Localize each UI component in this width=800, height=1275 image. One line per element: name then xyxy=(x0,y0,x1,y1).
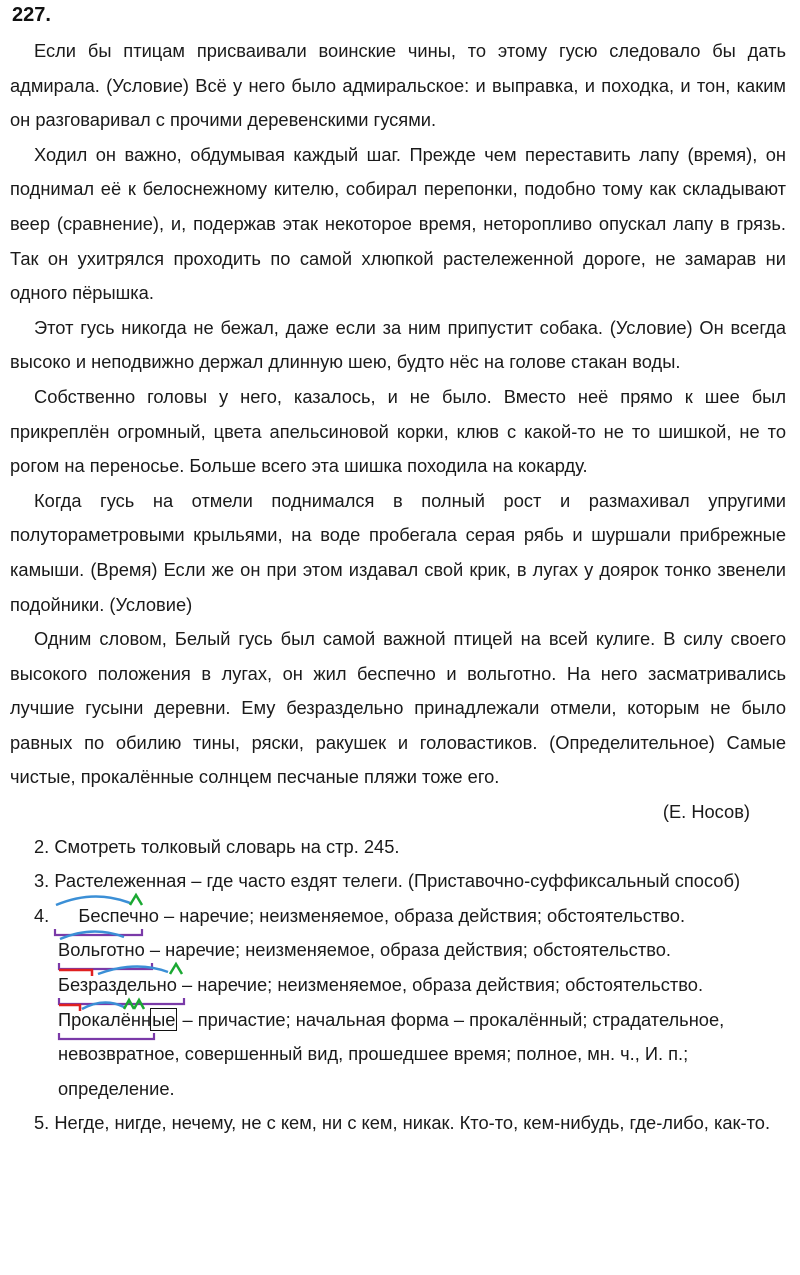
parse-description-3: – наречие; неизменяемое, образа действия; обстоятельство. xyxy=(176,974,704,996)
word-morphemes-1 xyxy=(54,899,159,934)
answer-4-number: 4. xyxy=(34,904,50,926)
parse-description-2: – наречие; неизменяемое, образа действия; обстоятельство. xyxy=(144,939,671,961)
answer-4-line-3 xyxy=(10,968,786,1003)
parsed-word-4-ending: ые xyxy=(152,1008,176,1030)
parsed-word-2: Вольготно xyxy=(58,939,145,961)
answer-3: 3. Растележенная – где часто ездят телеги. (Приставочно-суффиксальный способ) xyxy=(34,870,741,892)
paragraph-3: Этот гусь никогда не бежал, даже если за ним припустит собака. (Условие) Он всегда высоко и неподвижно держал длинную шею, будто нёс на голове стакан воды. xyxy=(10,316,786,373)
word-morphemes-4 xyxy=(58,1003,177,1038)
exercise-text xyxy=(10,34,786,1141)
word-morphemes-3 xyxy=(58,968,177,1003)
author-attribution: (Е. Носов) xyxy=(662,801,750,823)
paragraph-4: Собственно головы у него, казалось, и не было. Вместо неё прямо к шее был прикреплён огромный, цвета апельсиновой корки, клюв с какой-то не то шишкой, не то рогом на переносье. Больше всего эта шишка походила на кокарду. xyxy=(10,385,786,477)
answer-4-line-2 xyxy=(10,933,786,968)
answer-4-line-4 xyxy=(10,1003,786,1107)
paragraph-2: Ходил он важно, обдумывая каждый шаг. Прежде чем переставить лапу (время), он поднимал её к белоснежному кителю, собирал перепонки, подобно тому как складывают веер (сравнение), и, подержав этак некоторое время, неторопливо опускал лапу в грязь. Так он ухитрялся проходить по самой хлюпкой растележенной дороге, не замарав ни одного пёрышка. xyxy=(10,143,786,304)
parsed-word-1: Беспечно xyxy=(78,904,159,926)
root-arc xyxy=(98,966,168,974)
word-morphemes-2 xyxy=(58,933,145,968)
exercise-number: 227. xyxy=(12,4,51,26)
paragraph-6: Одним словом, Белый гусь был самой важной птицей на всей кулиге. В силу своего высокого положения в лугах, он жил беспечно и вольготно. На него засматривались лучшие гусыни деревни. Ему безраздельно принадлежали отмели, которым не было равных по обилию тины, ряски, ракушек и головастиков. (Определительное) Самые чистые, прокалённые солнцем песчаные пляжи тоже его. xyxy=(10,628,786,788)
parsed-word-3: Безраздельно xyxy=(58,974,177,996)
answer-5: 5. Негде, нигде, нечему, не с кем, ни с кем, никак. Кто-то, кем-нибудь, где-либо, как-то. xyxy=(34,1112,771,1134)
stem-bracket xyxy=(59,1033,154,1039)
answer-4-line-1 xyxy=(10,899,786,934)
answer-2: 2. Смотреть толковый словарь на стр. 245. xyxy=(34,835,400,857)
paragraph-1: Если бы птицам присваивали воинские чины, то этому гусю следовало бы дать адмирала. (Условие) Всё у него было адмиральское: и выправка, и походка, и тон, каким он разговаривал с прочими деревенскими гусями. xyxy=(10,40,786,131)
paragraph-5: Когда гусь на отмели поднимался в полный рост и размахивал упругими полутораметровыми крыльями, на воде пробегала серая рябь и шуршали прибрежные камыши. (Время) Если же он при этом издавал свой крик, в лугах у доярок тонко звенели подойники. (Условие) xyxy=(10,489,786,615)
parse-description-4: – причастие; начальная форма – прокалённый; страдательное, невозвратное, совершенный вид, прошедшее время; полное, мн. ч., И. п.; определение. xyxy=(58,1008,725,1099)
parsed-word-4-stem: Прокалённ xyxy=(58,1008,152,1030)
parse-description-1: – наречие; неизменяемое, образа действия; обстоятельство. xyxy=(158,904,686,926)
